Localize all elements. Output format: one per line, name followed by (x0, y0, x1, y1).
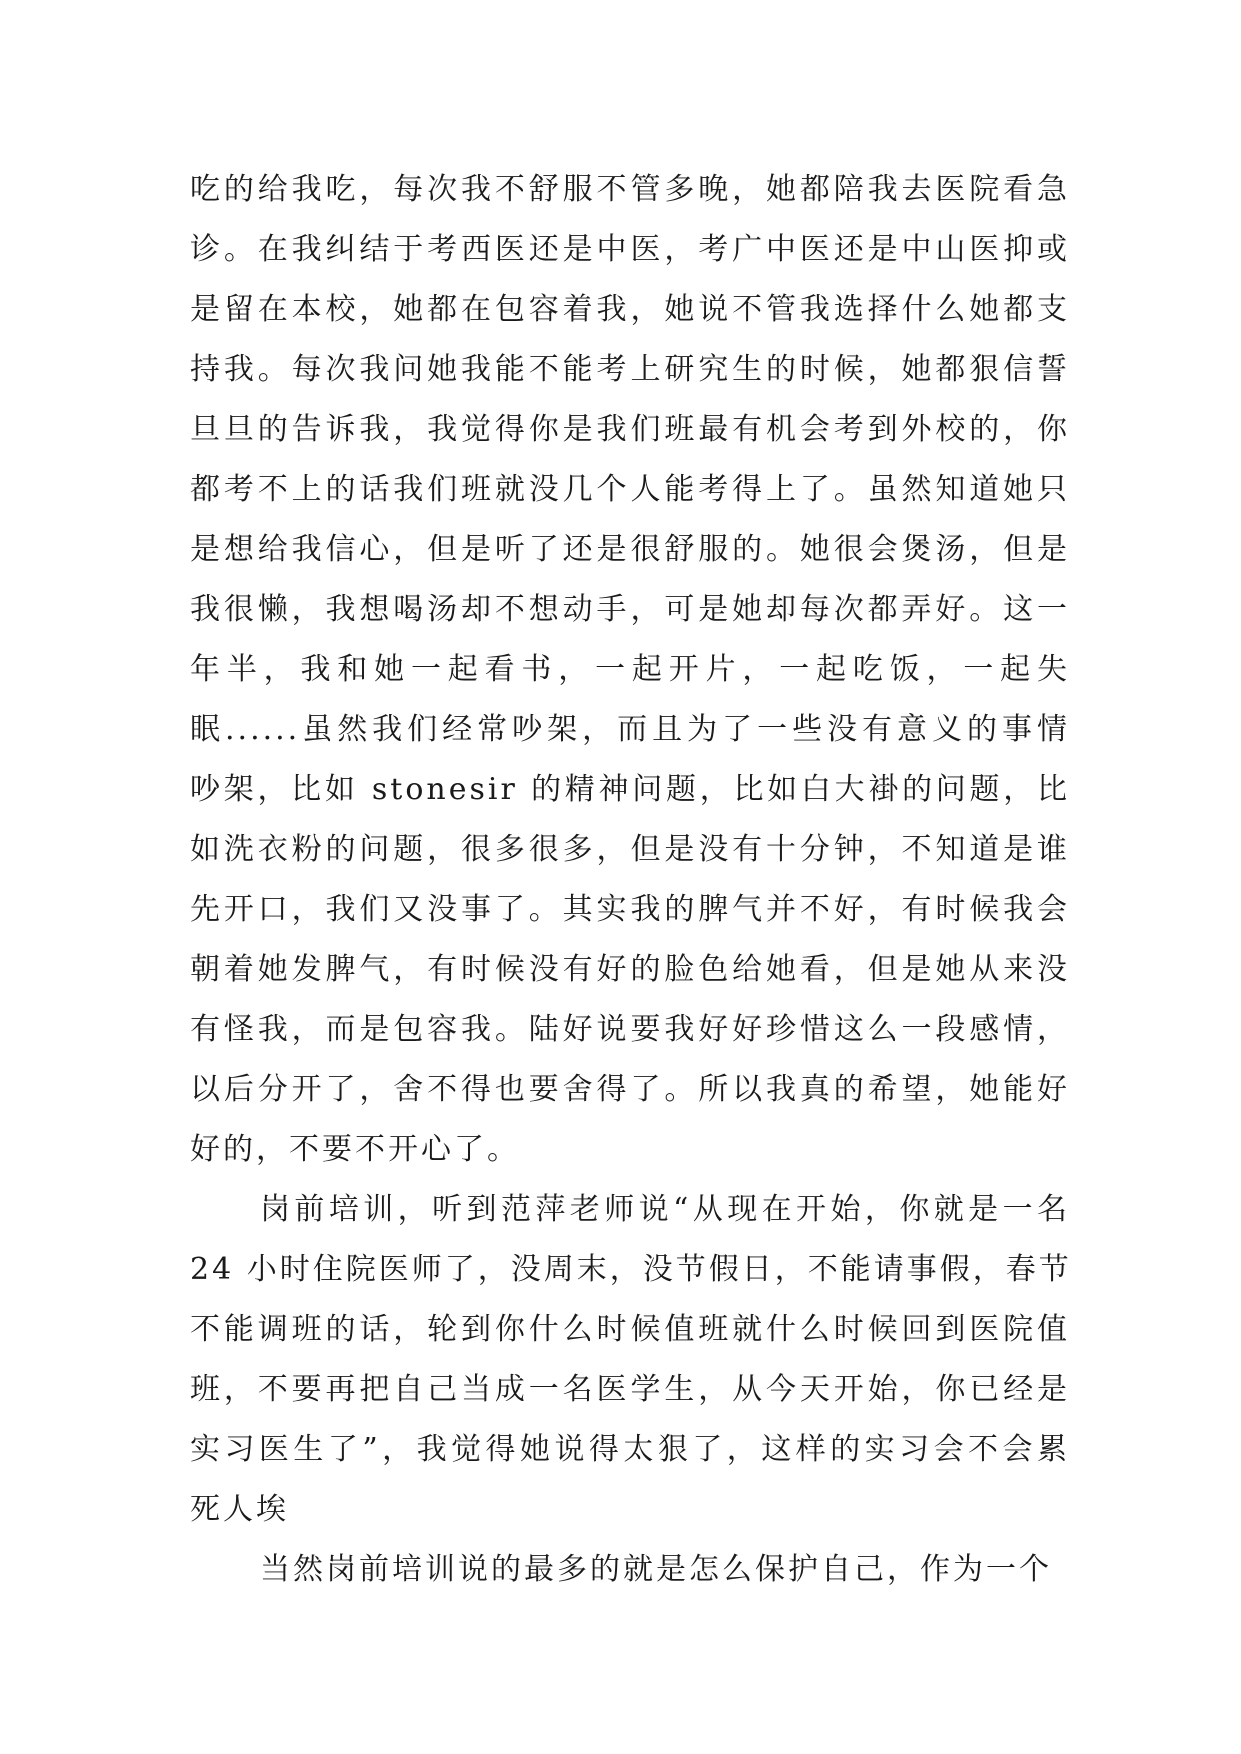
text-line: 有怪我，而是包容我。陆好说要我好好珍惜这么一段感情， (190, 1012, 1070, 1047)
text-line: 吃的给我吃，每次我不舒服不管多晚，她都陪我去医院看急 (190, 172, 1070, 207)
text-line: 眠......虽然我们经常吵架，而且为了一些没有意义的事情 (190, 712, 1070, 747)
text-line: 实习医生了”，我觉得她说得太狠了，这样的实习会不会累 (190, 1432, 1070, 1467)
paragraph (190, 1540, 1070, 1600)
text-line: 岗前培训，听到范萍老师说“从现在开始，你就是一名 (260, 1192, 1070, 1227)
text-line: 不能调班的话，轮到你什么时候值班就什么时候回到医院值 (190, 1312, 1070, 1347)
text-line: 班，不要再把自己当成一名医学生，从今天开始，你已经是 (190, 1372, 1070, 1407)
paragraph (190, 160, 1070, 1180)
text-line: 如洗衣粉的问题，很多很多，但是没有十分钟，不知道是谁 (190, 832, 1070, 867)
document-body (190, 160, 1070, 1600)
text-line: 年半，我和她一起看书，一起开片，一起吃饭，一起失 (190, 652, 1070, 687)
text-line: 朝着她发脾气，有时候没有好的脸色给她看，但是她从来没 (190, 952, 1070, 987)
text-line: 持我。每次我问她我能不能考上研究生的时候，她都狠信誓 (190, 352, 1070, 387)
text-line: 以后分开了，舍不得也要舍得了。所以我真的希望，她能好 (190, 1072, 1070, 1107)
text-line: 我很懒，我想喝汤却不想动手，可是她却每次都弄好。这一 (190, 592, 1070, 627)
text-line: 24 小时住院医师了，没周末，没节假日，不能请事假，春节 (190, 1252, 1072, 1287)
text-line: 是想给我信心，但是听了还是很舒服的。她很会煲汤，但是 (190, 532, 1070, 567)
text-line: 都考不上的话我们班就没几个人能考得上了。虽然知道她只 (190, 472, 1070, 507)
text-line: 诊。在我纠结于考西医还是中医，考广中医还是中山医抑或 (190, 232, 1070, 267)
text-line: 是留在本校，她都在包容着我，她说不管我选择什么她都支 (190, 292, 1070, 327)
text-line: 死人埃 (190, 1492, 289, 1527)
text-line: 吵架，比如 stonesir 的精神问题，比如白大褂的问题，比 (190, 772, 1070, 807)
text-line: 旦旦的告诉我，我觉得你是我们班最有机会考到外校的，你 (190, 412, 1070, 447)
text-line: 好的，不要不开心了。 (190, 1132, 520, 1167)
paragraph (190, 1180, 1070, 1540)
text-line: 先开口，我们又没事了。其实我的脾气并不好，有时候我会 (190, 892, 1070, 927)
text-line: 当然岗前培训说的最多的就是怎么保护自己，作为一个 (260, 1552, 1052, 1587)
